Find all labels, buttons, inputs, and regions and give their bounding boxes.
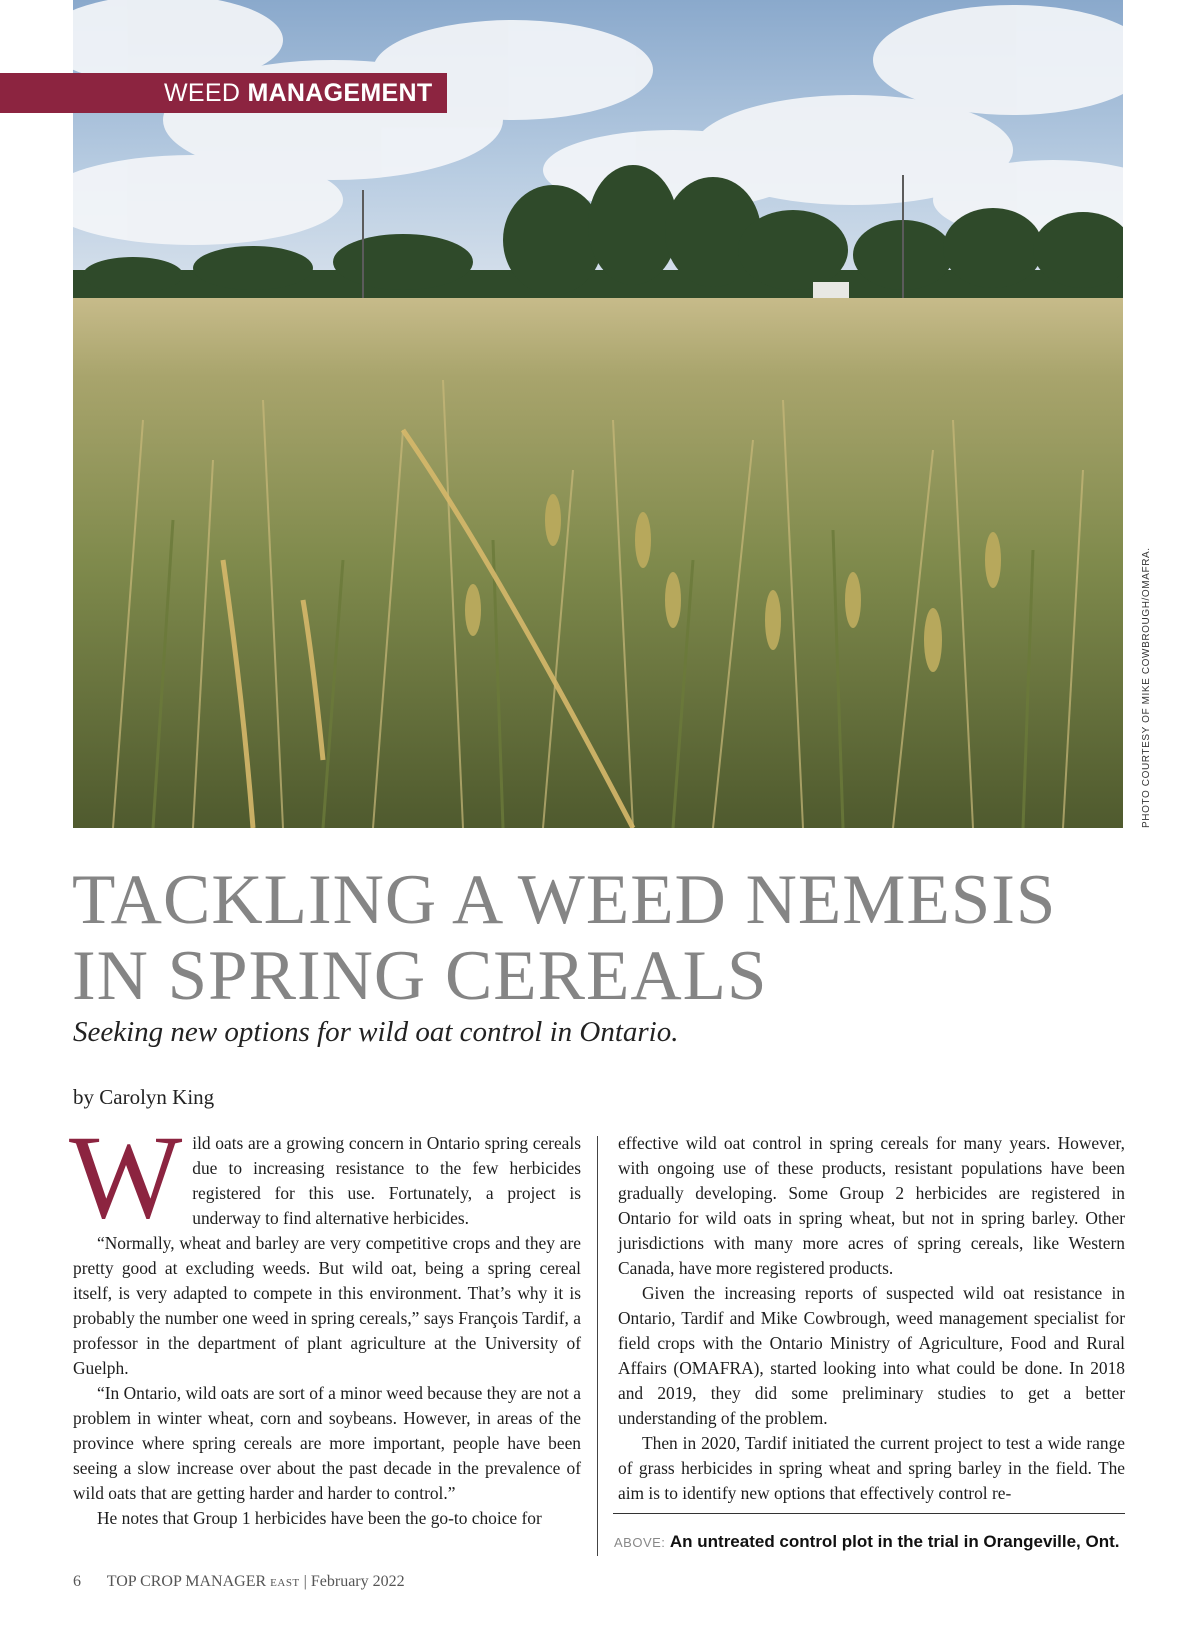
hero-photo: [73, 0, 1123, 828]
article-paragraph: “Normally, wheat and barley are very competitive crops and they are pretty good at excluding weeds. But wild oat, being a spring cereal itself, is very adapted to compete in this environment. That’s why it is probably the number one weed in spring cereals,” says François Tardif, a professor in the department of plant agriculture at the University of Guelph.: [73, 1233, 581, 1378]
deck-subtitle: Seeking new options for wild oat control in Ontario.: [73, 1016, 679, 1048]
byline: by Carolyn King: [73, 1085, 215, 1109]
photo-caption: [614, 1532, 1119, 1552]
page-number: 6: [73, 1573, 81, 1590]
column-divider: [597, 1136, 598, 1556]
caption-divider: [613, 1513, 1125, 1514]
magazine-edition: EAST: [270, 1577, 300, 1589]
footer-separator: |: [303, 1573, 307, 1590]
article-paragraph: Then in 2020, Tardif initiated the current project to test a wide range of grass herbicides in spring wheat and spring barley in the field. The aim is to identify new options that effectively control re-: [618, 1433, 1125, 1503]
magazine-name: TOP CROP MANAGER: [106, 1573, 267, 1590]
wheat-field-image: [73, 0, 1123, 828]
article-paragraph: effective wild oat control in spring cereals for many years. However, with ongoing use of these products, resistant populations have been gradually developing. Some Group 2 herbicides are registered in Ontario for wild oats in spring wheat, but not in spring barley. Other jurisdictions with many more acres of spring cereals, like Western Canada, have more registered products.: [618, 1133, 1125, 1278]
headline: [72, 862, 1056, 1014]
caption-text: An untreated control plot in the trial in Orangeville, Ont.: [669, 1532, 1120, 1551]
section-tag-bold: MANAGEMENT: [247, 79, 433, 107]
article-paragraph: “In Ontario, wild oats are sort of a minor weed because they are not a problem in winter wheat, corn and soybeans. However, in areas of the province where spring cereals are more important, people have been seeing a slow increase over about the past decade in the prevalence of wild oats that are getting harder and harder to control.”: [73, 1383, 581, 1503]
article-paragraph: [69, 1110, 581, 1243]
drop-cap: W: [69, 1110, 183, 1243]
headline-line-1: TACKLING A WEED NEMESIS: [72, 861, 1057, 939]
page-footer: [73, 1573, 405, 1591]
article-paragraph-text: ild oats are a growing concern in Ontario spring cereals due to increasing resistance to the few herbicides registered for this use. Fortunately, a project is underway to find alternative herbicides.: [192, 1133, 581, 1228]
caption-label: ABOVE:: [614, 1535, 666, 1550]
section-tag: [0, 73, 447, 113]
article-paragraph: Given the increasing reports of suspected wild oat resistance in Ontario, Tardif and Mike Cowbrough, weed management specialist for field crops with the Ontario Ministry of Agriculture, Food and Rural Affairs (OMAFRA), started looking into what could be done. In 2018 and 2019, they did some preliminary studies to get a better understanding of the problem.: [618, 1283, 1125, 1428]
article-column-left: [69, 1110, 581, 1531]
photo-credit: PHOTO COURTESY OF MIKE COWBROUGH/OMAFRA.: [1141, 547, 1152, 828]
headline-line-2: IN SPRING CEREALS: [72, 937, 768, 1015]
issue-date: February 2022: [310, 1573, 405, 1590]
section-tag-light: WEED: [164, 79, 241, 107]
article-paragraph: He notes that Group 1 herbicides have been the go-to choice for: [97, 1508, 542, 1528]
article-column-right: [618, 1131, 1125, 1506]
